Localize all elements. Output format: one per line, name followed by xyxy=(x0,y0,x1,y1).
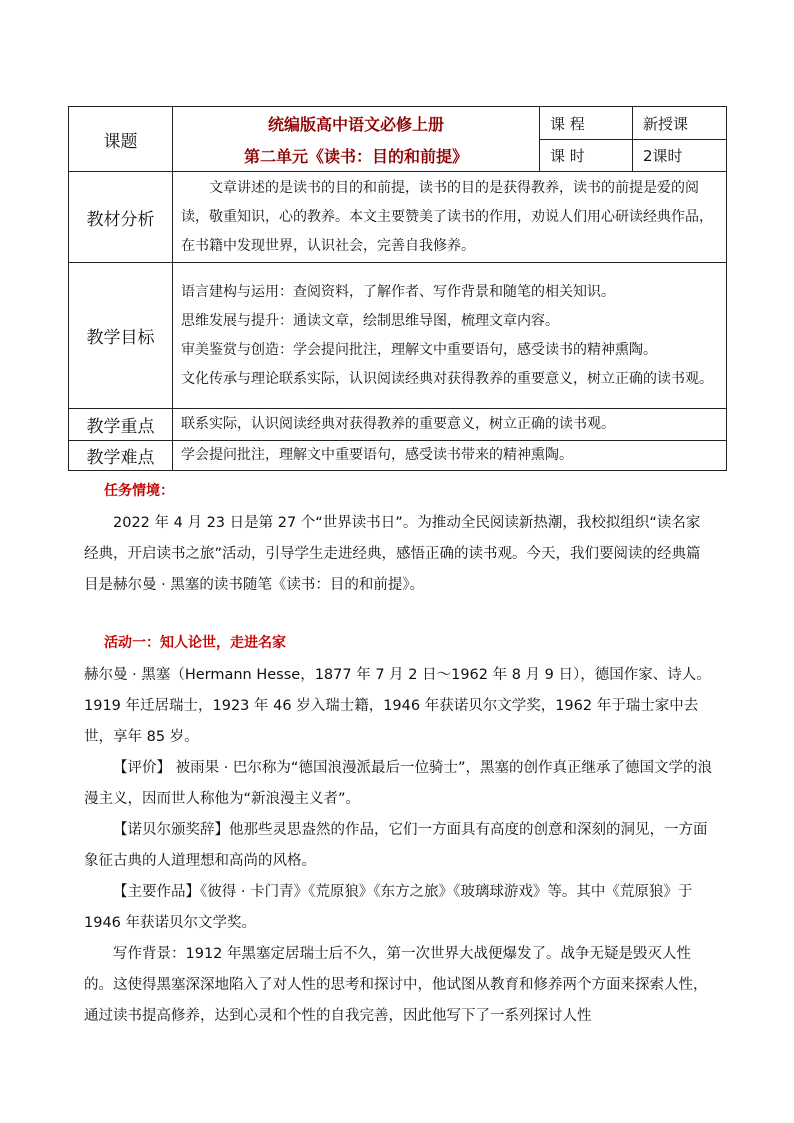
course-value: 新授课 xyxy=(633,107,727,140)
task-paragraph: 2022 年 4 月 23 日是第 27 个“世界读书日”。为推动全民阅读新热潮，我校拟组织“读名家经典，开启读书之旅”活动，引导学生走进经典，感悟正确的读书观。今天，我们要阅读的经典篇目是赫尔曼 · 黑塞的读书随笔《读书：目的和前提》。 xyxy=(84,515,701,593)
key-points-label: 教学重点 xyxy=(69,409,173,441)
activity1-heading-wrap xyxy=(104,628,704,659)
goals-label: 教学目标 xyxy=(69,263,173,409)
key-points-text: 联系实际，认识阅读经典对获得教养的重要意义，树立正确的读书观。 xyxy=(173,409,727,441)
lesson-title-line1: 统编版高中语文必修上册 xyxy=(173,107,540,140)
hours-value: 2课时 xyxy=(633,140,727,172)
task-heading: 任务情境： xyxy=(104,483,174,499)
goal-item: 审美鉴赏与创造：学会提问批注，理解文中重要语句，感受读书的精神熏陶。 xyxy=(181,341,657,358)
author-review: 【评价】 被雨果 · 巴尔称为“德国浪漫派最后一位骑士”，黑塞的创作真正继承了德国文学的浪漫主义，因而世人称他为“新浪漫主义者”。 xyxy=(84,760,712,807)
writing-background: 写作背景：1912 年黑塞定居瑞士后不久，第一次世界大战便爆发了。战争无疑是毁灭人性的。这使得黑塞深深地陷入了对人性的思考和探讨中，他试图从教育和修养两个方面来探索人性，通过读书提高修养，达到心灵和个性的自我完善，因此他写下了一系列探讨人性 xyxy=(84,946,708,1024)
major-works: 【主要作品】《彼得 · 卡门青》《荒原狼》《东方之旅》《玻璃球游戏》等。其中《荒原狼》于 1946 年获诺贝尔文学奖。 xyxy=(84,884,693,931)
author-bio: 赫尔曼 · 黑塞（Hermann Hesse，1877 年 7 月 2 日～1962 年 8 月 9 日），德国作家、诗人。1919 年迁居瑞士，1923 年 46 岁入瑞士籍，1946 年获诺贝尔文学奖，1962 年于瑞士家中去世，享年 85 岁。 xyxy=(84,667,711,745)
hours-label: 课 时 xyxy=(540,140,633,172)
task-body xyxy=(84,508,714,601)
lesson-title-line2: 第二单元《读书：目的和前提》 xyxy=(173,140,540,172)
nobel-citation: 【诺贝尔颁奖辞】他那些灵思盎然的作品，它们一方面具有高度的创意和深刻的洞见，一方面象征古典的人道理想和高尚的风格。 xyxy=(84,822,708,869)
course-label: 课 程 xyxy=(540,107,633,140)
task-section xyxy=(104,476,704,507)
analysis-label: 教材分析 xyxy=(69,172,173,263)
goal-item: 思维发展与提升：通读文章，绘制思维导图，梳理文章内容。 xyxy=(181,312,559,329)
activity1-body xyxy=(84,660,714,1032)
goal-item: 语言建构与运用：查阅资料，了解作者、写作背景和随笔的相关知识。 xyxy=(181,283,615,300)
difficulty-text: 学会提问批注，理解文中重要语句，感受读书带来的精神熏陶。 xyxy=(173,441,727,471)
goal-item: 文化传承与理论联系实际，认识阅读经典对获得教养的重要意义，树立正确的读书观。 xyxy=(181,370,713,387)
goals-list xyxy=(173,263,727,409)
difficulty-label: 教学难点 xyxy=(69,441,173,471)
topic-label: 课题 xyxy=(69,107,173,172)
activity1-heading: 活动一：知人论世，走进名家 xyxy=(104,635,286,651)
lesson-info-table xyxy=(68,106,727,471)
analysis-text: 文章讲述的是读书的目的和前提，读书的目的是获得教养，读书的前提是爱的阅读，敬重知识，心的教养。本文主要赞美了读书的作用，劝说人们用心研读经典作品，在书籍中发现世界，认识社会，完善自我修养。 xyxy=(173,172,727,263)
